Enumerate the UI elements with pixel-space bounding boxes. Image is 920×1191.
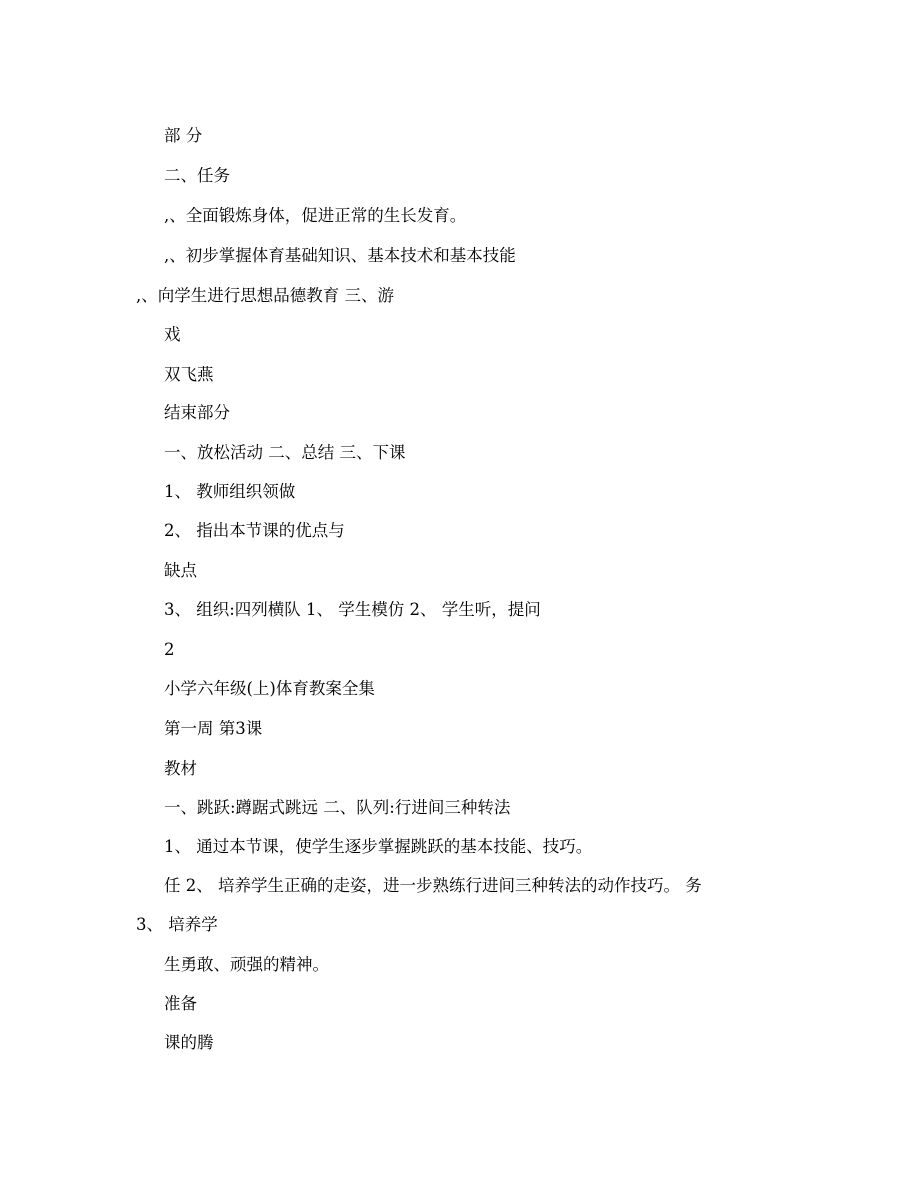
text-line-22: 生勇敢、顽强的精神。 — [164, 955, 329, 974]
text-line-17: 教材 — [164, 759, 197, 778]
text-line-19: 1、 通过本节课，使学生逐步掌握跳跃的基本技能、技巧。 — [164, 837, 593, 856]
text-line-24: 课的腾 — [164, 1033, 214, 1052]
text-line-5: ,、向学生进行思想品德教育 三、游 — [136, 286, 394, 305]
text-line-12: 缺点 — [164, 561, 197, 580]
page-number: 2 — [164, 640, 175, 659]
text-line-10: 1、 教师组织领做 — [164, 482, 296, 501]
text-line-6: 戏 — [164, 325, 181, 344]
text-line-16: 第一周 第3课 — [164, 719, 263, 738]
text-line-3: ,、全面锻炼身体，促进正常的生长发育。 — [164, 206, 467, 225]
text-line-20: 任 2、 培养学生正确的走姿，进一步熟练行进间三种转法的动作技巧。 务 — [164, 876, 702, 895]
text-line-1: 部 分 — [164, 126, 203, 145]
text-line-9: 一、放松活动 二、总结 三、下课 — [164, 443, 406, 462]
text-line-7: 双飞燕 — [164, 365, 214, 384]
document-title: 小学六年级(上)体育教案全集 — [164, 679, 375, 698]
text-line-23: 准备 — [164, 994, 197, 1013]
text-line-4: ,、初步掌握体育基础知识、基本技术和基本技能 — [164, 246, 516, 265]
text-line-13: 3、 组织:四列横队 1、 学生模仿 2、 学生听，提问 — [164, 600, 541, 619]
text-line-11: 2、 指出本节课的优点与 — [164, 521, 345, 540]
text-line-21: 3、 培养学 — [136, 915, 218, 934]
text-line-8: 结束部分 — [164, 403, 230, 422]
text-line-18: 一、跳跃:蹲踞式跳远 二、队列:行进间三种转法 — [164, 798, 511, 817]
text-line-2: 二、任务 — [164, 166, 230, 185]
